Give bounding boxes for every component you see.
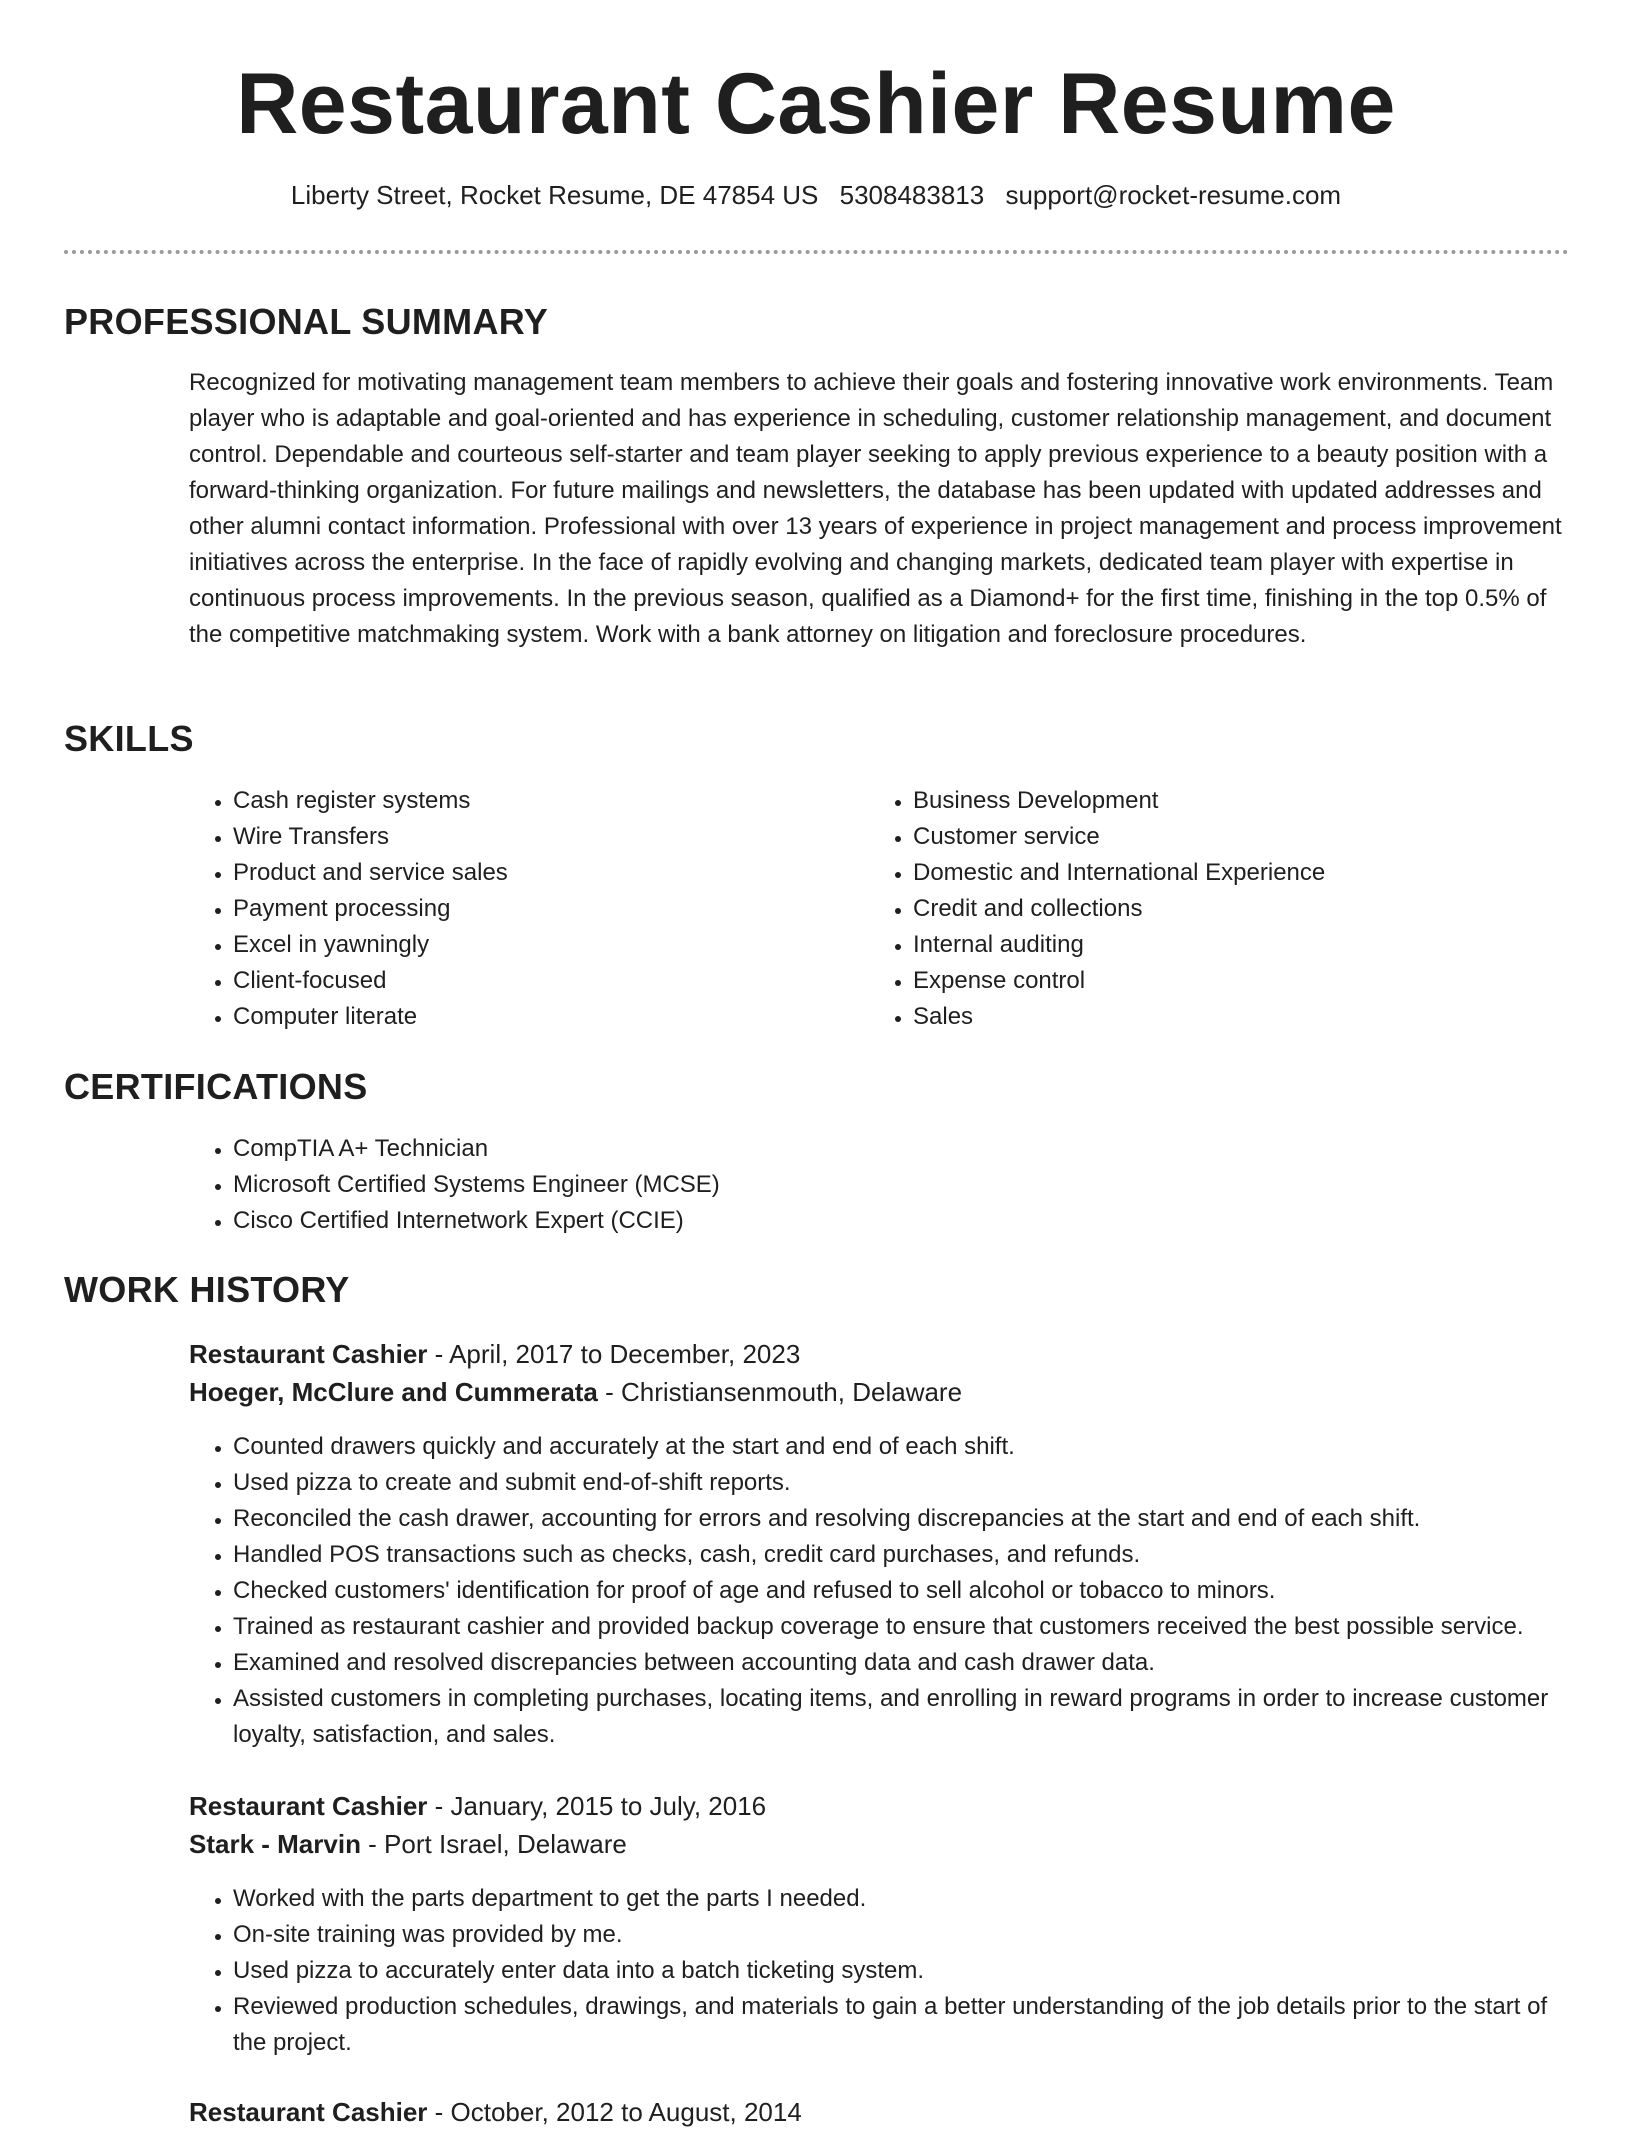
list-item: • Computer literate (233, 999, 853, 1035)
contact-phone: 5308483813 (839, 180, 985, 210)
list-item: • Business Development (913, 783, 1593, 819)
list-item: • Trained as restaurant cashier and provided backup coverage to ensure that customers received the best possible service. (233, 1609, 1573, 1645)
job-title: Restaurant Cashier (189, 1339, 428, 1369)
job-location: - Port Israel, Delaware (360, 1829, 627, 1859)
list-item: • Assisted customers in completing purchases, locating items, and enrolling in reward programs in order to increase customer loyalty, satisfaction, and sales. (233, 1681, 1573, 1753)
job-bullets (189, 1429, 1573, 1753)
header-divider (64, 250, 1569, 254)
job-dates: - April, 2017 to December, 2023 (427, 1339, 801, 1369)
skills-list-right (869, 783, 1593, 1035)
list-item: • Used pizza to create and submit end-of-shift reports. (233, 1465, 1573, 1501)
skills-list-left (189, 783, 853, 1035)
list-item: • Reviewed production schedules, drawings, and materials to gain a better understanding of the job details prior to the start of the project. (233, 1989, 1573, 2061)
list-item: • Excel in yawningly (233, 927, 853, 963)
list-item: • Counted drawers quickly and accurately at the start and end of each shift. (233, 1429, 1573, 1465)
list-item: • CompTIA A+ Technician (233, 1131, 1533, 1167)
summary-heading: PROFESSIONAL SUMMARY (64, 301, 549, 342)
work-history-heading: WORK HISTORY (64, 1269, 350, 1310)
list-item: • Credit and collections (913, 891, 1593, 927)
list-item: • Sales (913, 999, 1593, 1035)
resume-title: Restaurant Cashier Resume (236, 56, 1396, 152)
list-item: • Microsoft Certified Systems Engineer (MCSE) (233, 1167, 1533, 1203)
summary-text: Recognized for motivating management team members to achieve their goals and fostering innovative work environments. Team player who is adaptable and goal-oriented and has experience in scheduling, customer relationship management, and document control. Dependable and courteous self-starter and team player seeking to apply previous experience to a beauty position with a forward-thinking organization. For future mailings and newsletters, the database has been updated with updated addresses and other alumni contact information. Professional with over 13 years of experience in project management and process improvement initiatives across the enterprise. In the face of rapidly evolving and changing markets, dedicated team player with expertise in continuous process improvements. In the previous season, qualified as a Diamond+ for the first time, finishing in the top 0.5% of the competitive matchmaking system. Work with a bank attorney on litigation and foreclosure procedures. (189, 369, 1562, 648)
list-item: • Customer service (913, 819, 1593, 855)
list-item: • Client-focused (233, 963, 853, 999)
list-item: • Reconciled the cash drawer, accounting for errors and resolving discrepancies at the start and end of each shift. (233, 1501, 1573, 1537)
list-item: • On-site training was provided by me. (233, 1917, 1573, 1953)
job-dates: - October, 2012 to August, 2014 (427, 2097, 802, 2127)
list-item: • Used pizza to accurately enter data into a batch ticketing system. (233, 1953, 1573, 1989)
job-company: Hoeger, McClure and Cummerata (189, 1377, 598, 1407)
job-location: - Christiansenmouth, Delaware (597, 1377, 963, 1407)
job-dates: - January, 2015 to July, 2016 (427, 1791, 767, 1821)
list-item: • Internal auditing (913, 927, 1593, 963)
list-item: • Worked with the parts department to get the parts I needed. (233, 1881, 1573, 1917)
job-title-line (189, 2094, 802, 2130)
contact-email: support@rocket-resume.com (1005, 180, 1342, 210)
list-item: • Expense control (913, 963, 1593, 999)
job-title: Restaurant Cashier (189, 2097, 428, 2127)
contact-line (0, 178, 1632, 212)
list-item: • Wire Transfers (233, 819, 853, 855)
list-item: • Handled POS transactions such as checks, cash, credit card purchases, and refunds. (233, 1537, 1573, 1573)
job-title-line (189, 1336, 800, 1372)
job-title-line (189, 1788, 766, 1824)
list-item: • Product and service sales (233, 855, 853, 891)
contact-address: Liberty Street, Rocket Resume, DE 47854 US (290, 180, 819, 210)
list-item: • Cisco Certified Internetwork Expert (CCIE) (233, 1203, 1533, 1239)
list-item: • Examined and resolved discrepancies between accounting data and cash drawer data. (233, 1645, 1573, 1681)
job-company-line (189, 1826, 627, 1862)
skills-heading: SKILLS (64, 718, 194, 759)
job-company-line (189, 1374, 962, 1410)
job-bullets (189, 1881, 1573, 2061)
certifications-heading: CERTIFICATIONS (64, 1066, 368, 1107)
list-item: • Cash register systems (233, 783, 853, 819)
list-item: • Checked customers' identification for proof of age and refused to sell alcohol or tobacco to minors. (233, 1573, 1573, 1609)
job-title: Restaurant Cashier (189, 1791, 428, 1821)
certifications-list (189, 1131, 1533, 1239)
list-item: • Domestic and International Experience (913, 855, 1593, 891)
list-item: • Payment processing (233, 891, 853, 927)
job-company: Stark - Marvin (189, 1829, 361, 1859)
